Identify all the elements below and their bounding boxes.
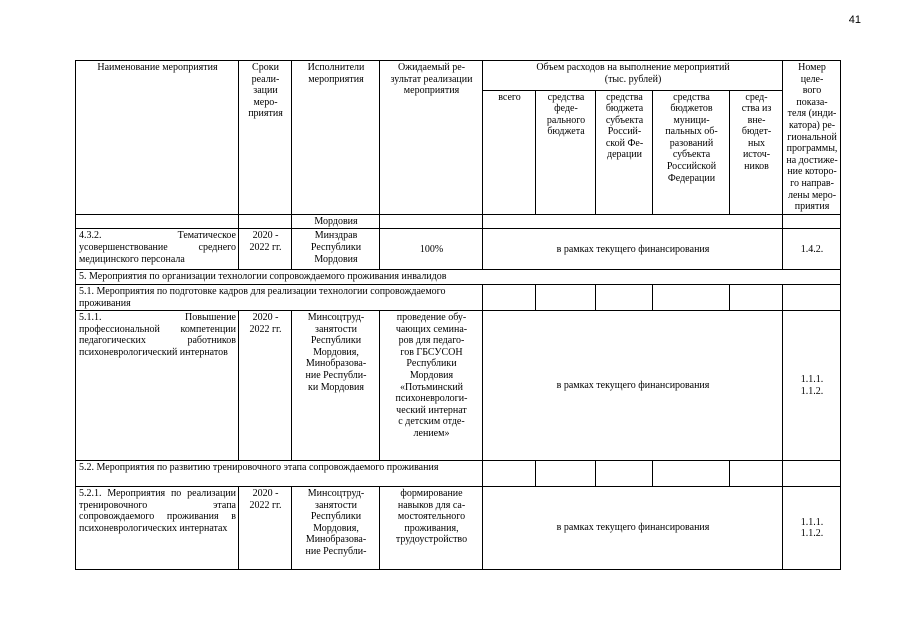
- table-row: [76, 214, 841, 229]
- cell-funding: в рамках текущего финансирования: [483, 229, 783, 270]
- cell-name: 5.1.1. Повышение профессиональной компетенции педагогических работников психоневрологический интернатов: [76, 311, 239, 461]
- subsection-title: 5.2. Мероприятия по развитию тренировочного этапа сопровождаемого проживания: [76, 461, 483, 487]
- cell-indicator: 1.4.2.: [783, 229, 841, 270]
- table-row: [76, 270, 841, 285]
- cell-executor: Минсоцтруд- занятости Республики Мордовия, Минобразова- ние Республи-: [292, 487, 380, 570]
- header-result: Ожидаемый ре- зультат реализации мероприятия: [380, 61, 483, 215]
- header-indicator: Номер целе- вого показа- теля (инди- катора) ре- гиональной программы, на достиже- ние которо- го направ- лены меро- приятия: [783, 61, 841, 215]
- cell-result: формирование навыков для са- мостоятельного проживания, трудоустройство: [380, 487, 483, 570]
- header-subject: средства бюджета субъекта Россий- ской Фе- дерации: [596, 90, 653, 214]
- cell-name: 4.3.2. Тематическое усовершенствование среднего медицинского персонала: [76, 229, 239, 270]
- cell-terms: 2020 - 2022 гг.: [239, 311, 292, 461]
- header-total: всего: [483, 90, 536, 214]
- header-federal: средства феде- рального бюджета: [536, 90, 596, 214]
- header-terms: Сроки реали- зации меро- приятия: [239, 61, 292, 215]
- cell-executor: Мордовия: [292, 214, 380, 229]
- page-number: 41: [848, 14, 861, 26]
- cell-executor: Минсоцтруд- занятости Республики Мордовия, Минобразова- ние Республи- ки Мордовия: [292, 311, 380, 461]
- cell-indicator: 1.1.1. 1.1.2.: [783, 311, 841, 461]
- header-expenses: Объем расходов на выполнение мероприятий (тыс. рублей): [483, 61, 783, 91]
- table-row: [76, 461, 841, 487]
- header-municipal: средства бюджетов муници- пальных об- разований субъекта Российской Федерации: [653, 90, 730, 214]
- table-row: [76, 487, 841, 570]
- section-title: 5. Мероприятия по организации технологии сопровождаемого проживания инвалидов: [76, 270, 841, 285]
- program-table: [75, 60, 841, 570]
- cell-funding: в рамках текущего финансирования: [483, 311, 783, 461]
- table-row: [76, 311, 841, 461]
- cell-name: 5.2.1. Мероприятия по реализации тренировочного этапа сопровождаемого проживания в психоневрологических интернатах: [76, 487, 239, 570]
- subsection-title: 5.1. Мероприятия по подготовке кадров для реализации технологии сопровождаемого проживания: [76, 284, 483, 310]
- header-extra: сред- ства из вне- бюдет- ных источ- ников: [730, 90, 783, 214]
- cell-indicator: 1.1.1. 1.1.2.: [783, 487, 841, 570]
- table-row: [76, 229, 841, 270]
- cell-terms: 2020 - 2022 гг.: [239, 229, 292, 270]
- table-row: [76, 284, 841, 310]
- cell-result: проведение обу- чающих семина- ров для педаго- гов ГБСУСОН Республики Мордовия «Потьминский психоневрологи- ческий интернат с детским отде- лением»: [380, 311, 483, 461]
- cell-terms: 2020 - 2022 гг.: [239, 487, 292, 570]
- cell-result: 100%: [380, 229, 483, 270]
- cell-executor: Минздрав Республики Мордовия: [292, 229, 380, 270]
- cell-funding: в рамках текущего финансирования: [483, 487, 783, 570]
- header-executors: Исполнители мероприятия: [292, 61, 380, 215]
- header-name: Наименование мероприятия: [76, 61, 239, 215]
